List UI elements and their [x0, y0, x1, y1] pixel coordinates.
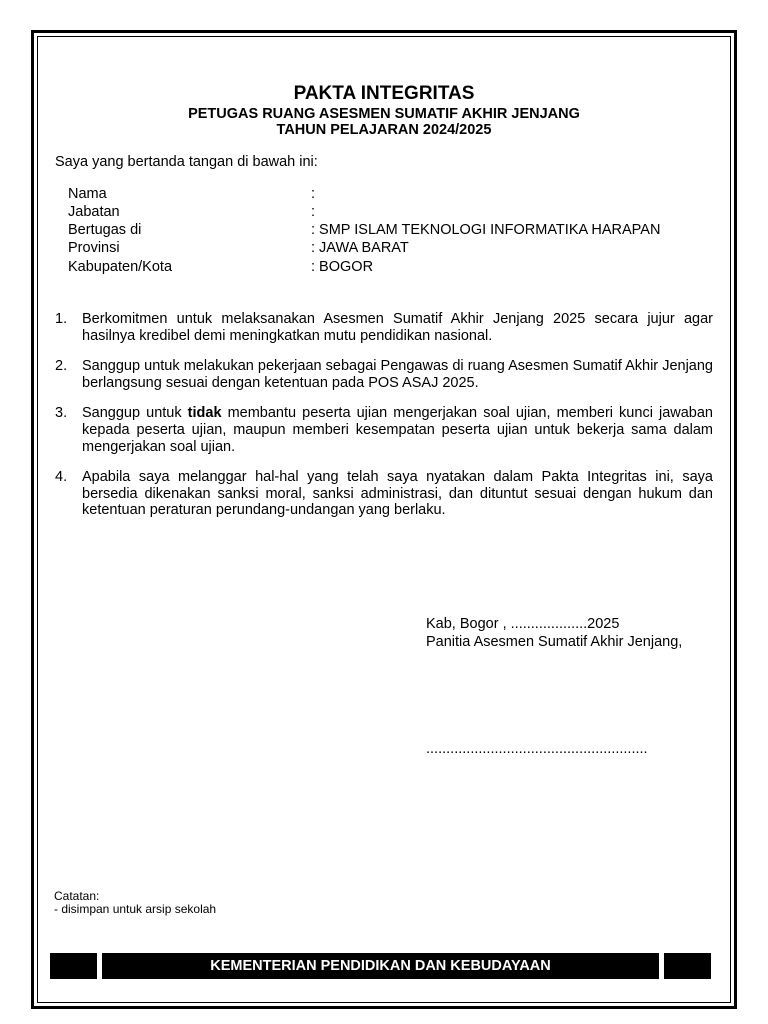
notes-line: - disimpan untuk arsip sekolah: [54, 902, 217, 916]
identity-value: : BOGOR: [311, 259, 374, 275]
statement-item: [55, 405, 713, 455]
statement-item: [55, 311, 713, 344]
statement-text: Apabila saya melanggar hal-hal yang telah saya nyatakan dalam Pakta Integritas ini, saya bersedia dikenakan sanksi moral, sanksi administrasi, dan dituntut sesuai dengan hukum dan ketentuan peraturan perundang-undangan yang berlaku.: [82, 469, 713, 519]
identity-label: Kabupaten/Kota: [68, 259, 173, 275]
statement-text-part: membantu peserta ujian mengerjakan soal ujian, memberi kunci jawaban kepada peserta ujian, maupun memberi kesempatan peserta ujian untuk bekerja sama dalam mengerjakan soal ujian.: [82, 405, 713, 455]
statement-item: [55, 469, 713, 519]
statement-text: [82, 405, 713, 455]
statement-number: 3.: [55, 405, 68, 422]
identity-value: :: [311, 204, 316, 220]
statement-text: Berkomitmen untuk melaksanakan Asesmen Sumatif Akhir Jenjang 2025 secara jujur agar hasilnya kredibel demi meningkatkan mutu pendidikan nasional.: [82, 311, 713, 344]
document-subtitle: PETUGAS RUANG ASESMEN SUMATIF AKHIR JENJANG: [188, 106, 580, 122]
document-title: PAKTA INTEGRITAS: [293, 83, 475, 104]
signature-name-line: .......................................................: [426, 741, 648, 757]
statement-number: 1.: [55, 311, 68, 327]
identity-value: :: [311, 186, 316, 202]
footer-left-block: [50, 953, 97, 979]
signature-role: Panitia Asesmen Sumatif Akhir Jenjang,: [426, 634, 683, 650]
footer-right-block: [664, 953, 711, 979]
identity-value: : JAWA BARAT: [311, 240, 409, 256]
identity-label: Provinsi: [68, 240, 120, 256]
statement-number: 4.: [55, 469, 68, 486]
statement-text-part: Sanggup untuk: [82, 405, 188, 422]
statement-text: Sanggup untuk melakukan pekerjaan sebagai Pengawas di ruang Asesmen Sumatif Akhir Jenjang berlangsung sesuai dengan ketentuan pada POS ASAJ 2025.: [82, 358, 713, 391]
statement-list: [55, 311, 713, 533]
identity-label: Nama: [68, 186, 107, 202]
statement-number: 2.: [55, 358, 68, 375]
identity-value: : SMP ISLAM TEKNOLOGI INFORMATIKA HARAPAN: [311, 222, 661, 238]
signature-place-date: Kab, Bogor , ...................2025: [426, 616, 620, 632]
footer-ministry-banner: KEMENTERIAN PENDIDIKAN DAN KEBUDAYAAN: [102, 953, 659, 979]
identity-label: Jabatan: [68, 204, 120, 220]
statement-emphasis: tidak: [187, 405, 222, 422]
intro-text: Saya yang bertanda tangan di bawah ini:: [55, 154, 318, 170]
document-year: TAHUN PELAJARAN 2024/2025: [276, 122, 492, 138]
identity-label: Bertugas di: [68, 222, 142, 238]
notes-heading: Catatan:: [54, 889, 100, 903]
statement-item: [55, 358, 713, 391]
